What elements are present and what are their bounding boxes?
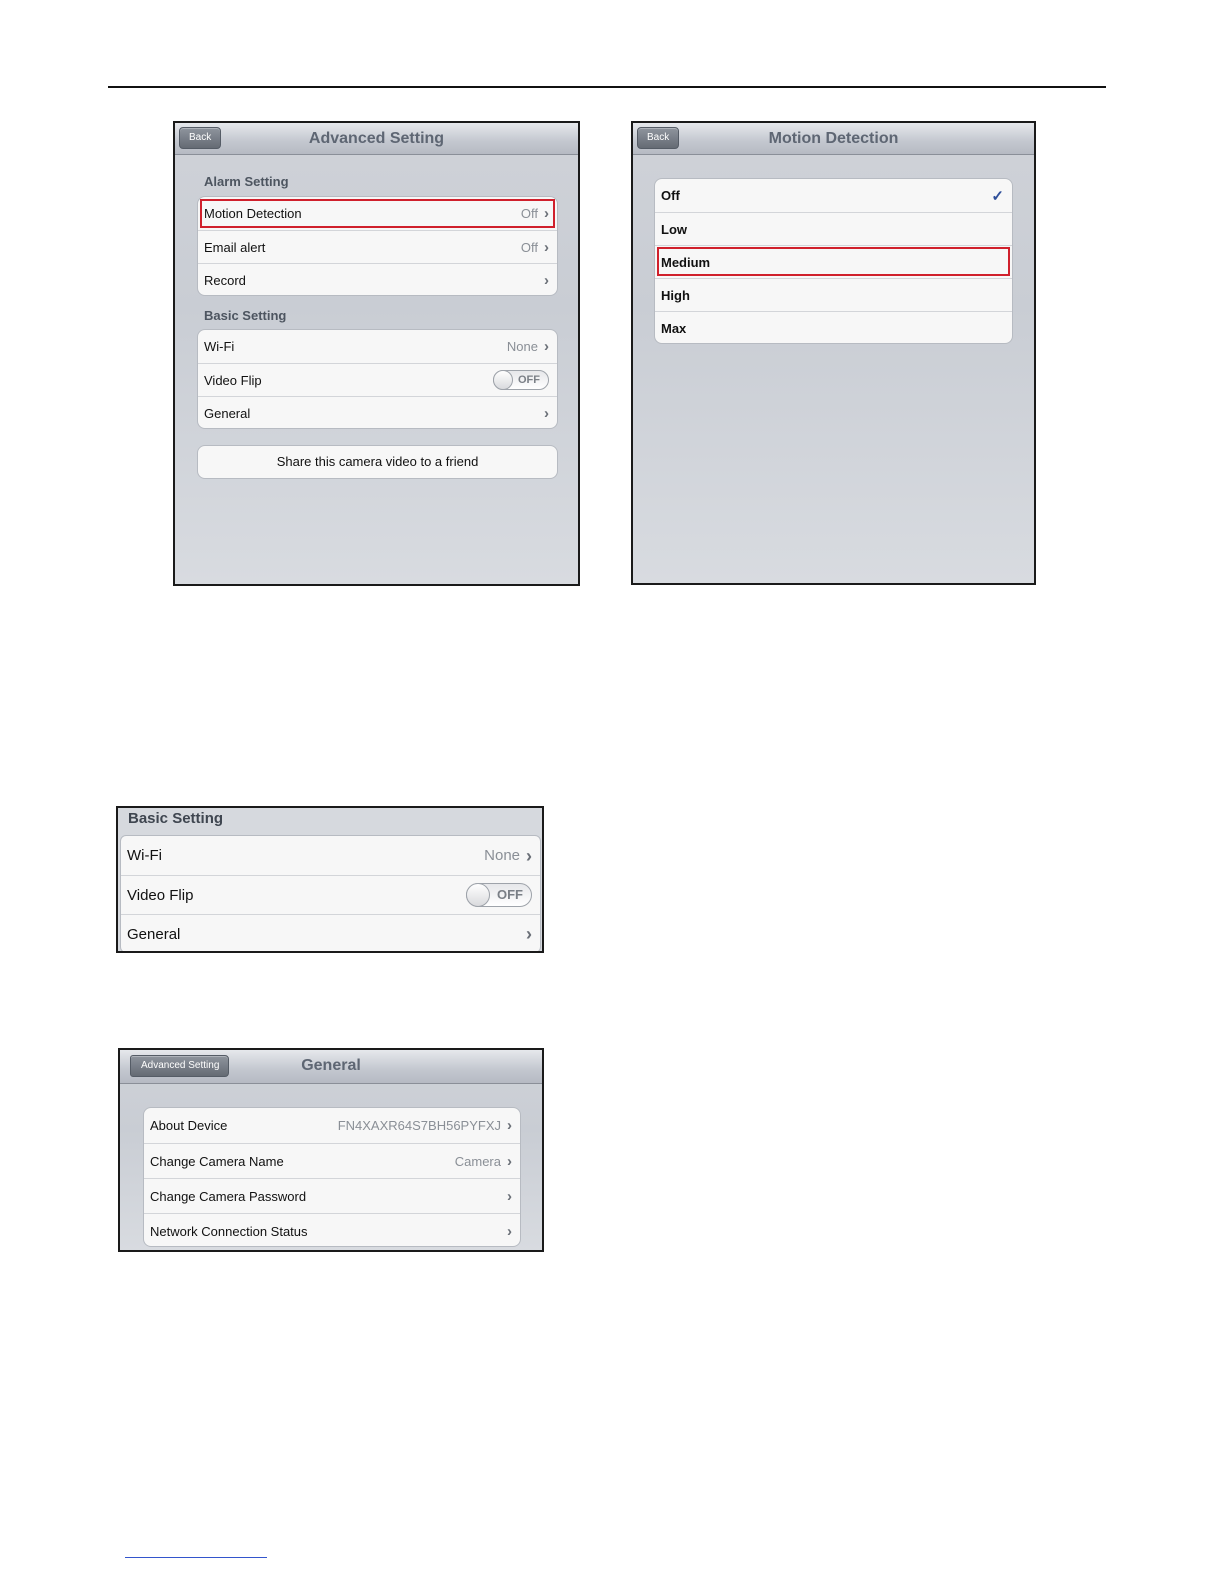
row-label: General [204, 405, 251, 421]
chevron-right-icon: › [544, 205, 549, 222]
basic-setting-zoom [116, 806, 544, 953]
chevron-right-icon: › [526, 845, 532, 866]
motion-detection-row[interactable] [198, 197, 557, 230]
row-label: General [127, 925, 181, 943]
chevron-right-icon: › [507, 1117, 512, 1134]
option-max[interactable] [655, 311, 1012, 344]
option-low[interactable] [655, 212, 1012, 245]
chevron-right-icon: › [507, 1222, 512, 1240]
row-label: Wi-Fi [127, 847, 162, 864]
toggle-knob [466, 883, 490, 907]
option-label: Max [661, 320, 687, 336]
option-label: Off [661, 188, 680, 203]
row-label: Wi-Fi [204, 339, 235, 354]
row-value: Off [520, 206, 538, 221]
option-high[interactable] [655, 278, 1012, 311]
navbar [120, 1050, 542, 1084]
row-label: Video Flip [127, 886, 194, 904]
checkmark-icon: ✓ [991, 187, 1004, 205]
advanced-setting-back-button[interactable]: Advanced Setting [130, 1055, 229, 1077]
alarm-section-header: Alarm Setting [204, 174, 289, 189]
option-medium[interactable] [655, 245, 1012, 278]
about-device-row[interactable] [144, 1108, 520, 1143]
basic-section-header: Basic Setting [204, 308, 287, 323]
advanced-setting-screen [173, 121, 580, 586]
row-label: About Device [150, 1118, 228, 1133]
video-flip-row [198, 363, 557, 396]
page-title: General [301, 1057, 361, 1074]
row-label: Change Camera Password [150, 1188, 307, 1204]
sensitivity-options-group [654, 178, 1013, 344]
navbar [175, 123, 578, 155]
row-label: Video Flip [204, 372, 262, 388]
option-label: Low [661, 221, 687, 237]
row-value: None [506, 339, 538, 354]
row-label: Network Connection Status [150, 1223, 308, 1239]
alarm-settings-group [197, 196, 558, 296]
footer-link-underline [125, 1557, 267, 1558]
top-divider [108, 86, 1106, 88]
wifi-row[interactable] [121, 836, 540, 875]
general-row[interactable] [198, 396, 557, 429]
basic-settings-group [197, 329, 558, 429]
record-row[interactable] [198, 263, 557, 296]
row-label: Record [204, 272, 246, 288]
chevron-right-icon: › [507, 1187, 512, 1205]
basic-settings-group [120, 835, 541, 953]
general-screen [118, 1048, 544, 1252]
option-label: High [661, 287, 690, 303]
network-connection-status-row[interactable] [144, 1213, 520, 1247]
general-row[interactable] [121, 914, 540, 953]
video-flip-toggle[interactable] [493, 370, 549, 390]
chevron-right-icon: › [544, 271, 549, 289]
chevron-right-icon: › [507, 1152, 512, 1170]
toggle-knob [493, 370, 513, 390]
row-value: Off [520, 239, 538, 255]
video-flip-toggle[interactable] [466, 883, 532, 907]
back-button[interactable]: Back [637, 127, 679, 149]
video-flip-row [121, 875, 540, 914]
row-label: Motion Detection [204, 206, 302, 221]
wifi-row[interactable] [198, 330, 557, 363]
page-title: Motion Detection [768, 130, 899, 147]
chevron-right-icon: › [526, 924, 532, 944]
motion-detection-screen [631, 121, 1036, 585]
option-label: Medium [661, 254, 711, 270]
row-value: None [484, 847, 520, 864]
email-alert-row[interactable] [198, 230, 557, 263]
change-camera-password-row[interactable] [144, 1178, 520, 1213]
row-value: Camera [454, 1153, 501, 1169]
row-value: FN4XAXR64S7BH56PYFXJ [337, 1118, 501, 1133]
chevron-right-icon: › [544, 238, 549, 256]
share-camera-button[interactable]: Share this camera video to a friend [197, 445, 558, 479]
chevron-right-icon: › [544, 338, 549, 355]
row-label: Change Camera Name [150, 1153, 284, 1169]
page-title: Advanced Setting [308, 130, 445, 147]
toggle-state: OFF [497, 887, 523, 902]
basic-section-header: Basic Setting [128, 810, 224, 827]
chevron-right-icon: › [544, 404, 549, 422]
navbar [633, 123, 1034, 155]
row-label: Email alert [204, 239, 266, 255]
change-camera-name-row[interactable] [144, 1143, 520, 1178]
option-off[interactable] [655, 179, 1012, 212]
back-button[interactable]: Back [179, 127, 221, 149]
general-options-group [143, 1107, 521, 1247]
toggle-state: OFF [518, 374, 540, 386]
